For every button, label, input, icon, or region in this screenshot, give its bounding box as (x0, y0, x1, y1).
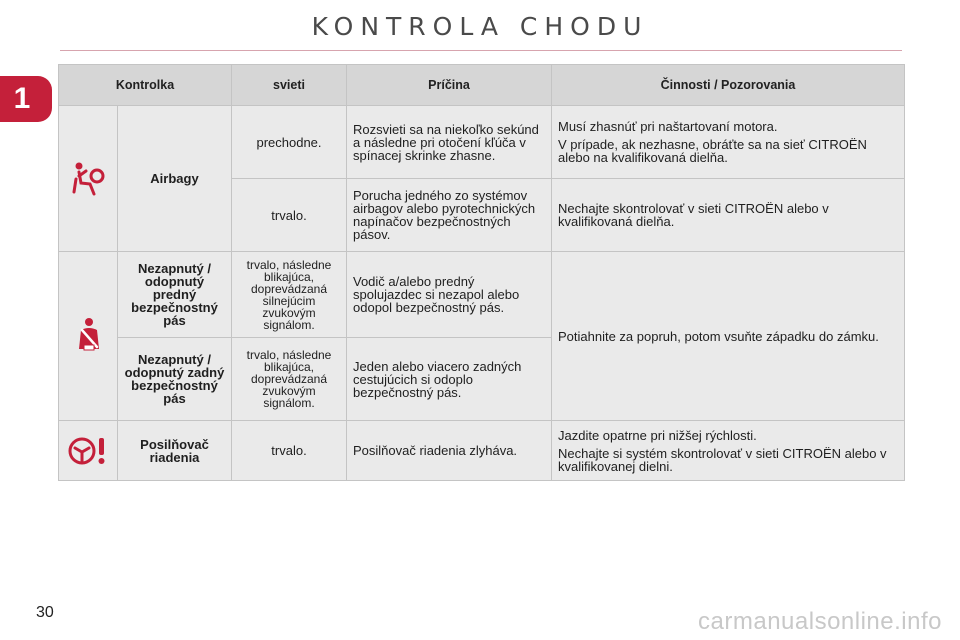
power-steering-warning-icon (65, 433, 111, 469)
airbag-warning-icon (65, 159, 111, 199)
airbag-icon-cell (59, 106, 118, 252)
airbag-label: Airbagy (118, 106, 232, 252)
table-row (59, 421, 905, 481)
seatbelt-front-lit: trvalo, následne blikajúca, doprevádzaná silnejúcim zvukovým signálom. (232, 252, 347, 338)
table-row (59, 106, 905, 179)
airbag-action-1a: Musí zhasnúť pri naštartovaní motora. (558, 119, 778, 134)
seatbelt-icon-cell (59, 252, 118, 421)
airbag-lit-permanent: trvalo. (232, 179, 347, 252)
header-pricina: Príčina (347, 65, 552, 106)
steering-cause: Posilňovač riadenia zlyháva. (347, 421, 552, 481)
seatbelt-rear-cause: Jeden alebo viacero zadných cestujúcich si odoplo bezpečnostný pás. (347, 338, 552, 421)
header-kontrolka: Kontrolka (59, 65, 232, 106)
steering-lit: trvalo. (232, 421, 347, 481)
airbag-action-2: Nechajte skontrolovať v sieti CITROËN alebo v kvalifikovaná dielňa. (552, 179, 905, 252)
airbag-cause-2: Porucha jedného zo systémov airbagov alebo pyrotechnických napínačov bezpečnostných pásov. (347, 179, 552, 252)
header-svieti: svieti (232, 65, 347, 106)
seatbelt-rear-lit: trvalo, následne blikajúca, doprevádzaná zvukovým signálom. (232, 338, 347, 421)
steering-label: Posilňovač riadenia (118, 421, 232, 481)
header-cinnosti: Činnosti / Pozorovania (552, 65, 905, 106)
seatbelt-front-label: Nezapnutý / odopnutý predný bezpečnostný pás (118, 252, 232, 338)
warning-lights-table (58, 64, 905, 481)
seatbelt-front-cause: Vodič a/alebo predný spolujazdec si nezapol alebo odopol bezpečnostný pás. (347, 252, 552, 338)
chapter-tab: 1 (0, 76, 52, 122)
seatbelt-action: Potiahnite za popruh, potom vsuňte západku do zámku. (552, 252, 905, 421)
steering-icon-cell (59, 421, 118, 481)
airbag-action-1b: V prípade, ak nezhasne, obráťte sa na sieť CITROËN alebo na kvalifikovaná dielňa. (558, 137, 867, 165)
steering-action-2: Nechajte si systém skontrolovať v sieti CITROËN alebo v kvalifikovanej dielni. (558, 445, 887, 474)
airbag-lit-temporary: prechodne. (232, 106, 347, 179)
airbag-action-1 (552, 106, 905, 179)
table-header-row (59, 65, 905, 106)
steering-action-1: Jazdite opatrne pri nižšej rýchlosti. (558, 427, 757, 443)
watermark: carmanualsonline.info (698, 608, 942, 635)
page-number: 30 (36, 604, 54, 621)
seatbelt-warning-icon (65, 316, 111, 356)
airbag-cause-1: Rozsvieti sa na niekoľko sekúnd a následne pri otočení kľúča v spínacej skrinke zhasne. (347, 106, 552, 179)
steering-action (552, 421, 905, 481)
table-row (59, 252, 905, 338)
page-title: KONTROLA CHODU (311, 12, 649, 41)
title-divider (60, 50, 902, 51)
seatbelt-rear-label: Nezapnutý / odopnutý zadný bezpečnostný pás (118, 338, 232, 421)
